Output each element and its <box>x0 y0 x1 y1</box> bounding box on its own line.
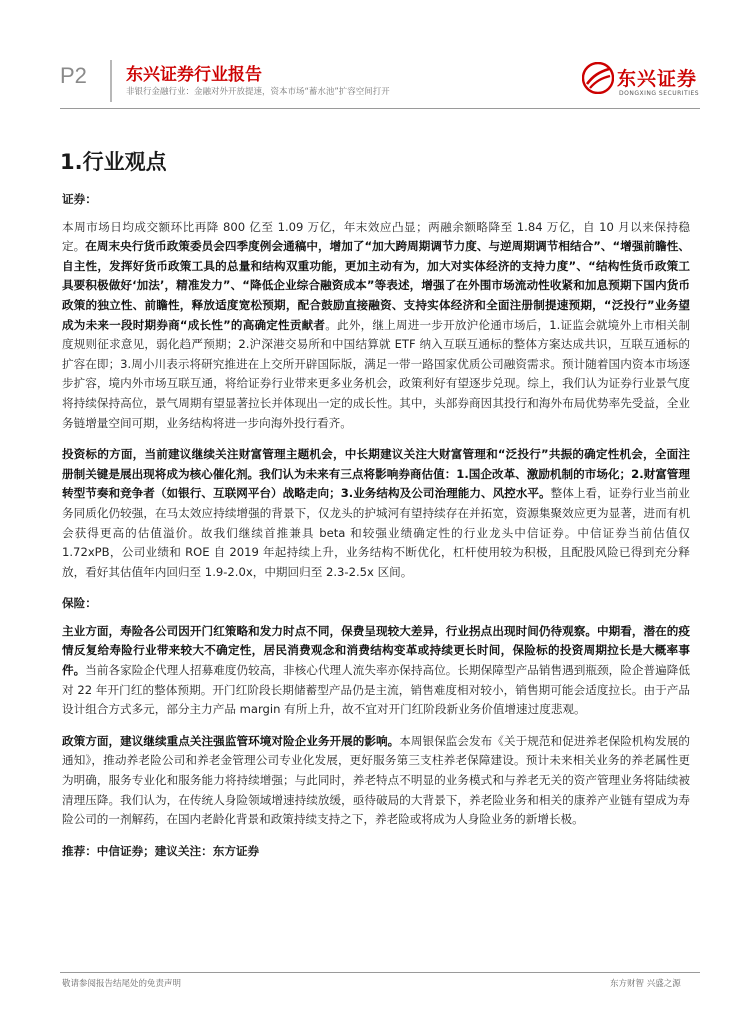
body-text: 。此外，继上周进一步开放沪伦通市场后，1.证监会就境外上市相关制度规则征求意见，弱化趋严预期；2.沪深港交易所和中国结算就 ETF 纳入互联互通标的整体方案达成共识，互联互通标的扩容在即；3.周小川表示将研究推进在上交所开辟国际版，满足一带一路国家优质公司融资需求。预计随着国内资本市场逐步扩容，境内外市场互联互通，将给证券行业带来更多业务机会，政策利好有望逐步兑现。综上，我们认为证券行业景气度将持续保持高位，景气周期有望显著拉长并体现出一定的成长性。其中，头部券商因其投行和海外布局优势率先受益，全业务链增量空间可期，业务结构将进一步向海外投行看齐。 <box>62 317 690 430</box>
bold-text: 在周末央行货币政策委员会四季度例会通稿中，增加了“加大跨周期调节力度、与逆周期调节相结合”、“增强前瞻性、自主性，发挥好货币政策工具的总量和结构双重功能，更加主动有为，加大对实体经济的支持力度”、“结构性货币政策工具要积极做好‘加法’，精准发力”、“降低企业综合融资成本”等表述，增强了在外围市场流动性收紧和加息预期下国内货币政策的独立性、前瞻性，释放适度宽松预期，配合鼓励直接融资、支持实体经济和全面注册制提速预期，“泛投行”业务望成为未来一段时期券商“成长性”的高确定性贡献者 <box>62 239 690 332</box>
body-paragraph <box>62 218 690 434</box>
report-title: 东兴证券行业报告 <box>126 65 262 85</box>
footer-slogan: 东方财智 兴盛之源 <box>610 979 681 989</box>
body-text: 本周市场日均成交额环比再降 800 亿至 1.09 万亿，年末效应凸显；两融余额略降至 1.84 万亿，自 10 月以来保持稳定。 <box>62 219 690 254</box>
report-body <box>62 190 690 869</box>
bold-text: 主业方面，寿险各公司因开门红策略和发力时点不同，保费呈现较大差异，行业拐点出现时间仍待观察。中期看，潜在的疫情反复给寿险行业带来较大不确定性，居民消费观念和消费结构变革或持续更长时间，保险标的投资周期拉长是大概率事件。 <box>62 623 690 678</box>
report-subtitle: 非银行金融行业：金融对外开放提速，资本市场“蓄水池”扩容空间打开 <box>126 87 390 97</box>
bold-text: 投资标的方面，当前建议继续关注财富管理主题机会，中长期建议关注大财富管理和“泛投行”共振的确定性机会，全面注册制关键是展出现将成为核心催化剂。我们认为未来有三点将影响券商估值：1.国企改革、激励机制的市场化；2.财富管理转型节奏和竞争者（如银行、互联网平台）战略走向；3.业务结构及公司治理能力、风控水平。 <box>62 447 690 501</box>
logo-text: 东兴证券 <box>617 68 698 90</box>
footer-rule <box>60 972 700 973</box>
body-text: 本周银保监会发布《关于规范和促进养老保险机构发展的通知》，推动养老险公司和养老金管理公司专业化发展，更好服务第三支柱养老保障建设。预计未来相关业务的养老属性更为明确，服务专业化和服务能力将持续增强；与此同时，养老特点不明显的业务模式和与养老无关的资产管理业务将陆续被清理压降。我们认为，在传统人身险领域增速持续放缓，亟待破局的大背景下，养老险业务和相关的康养产业链有望成为寿险公司的一剂解药，在国内老龄化背景和政策持续支持之下，养老险或将成为人身险业务的新增长极。 <box>62 733 690 827</box>
body-text: 整体上看，证券行业当前业务同质化仍较强，在马太效应持续增强的背景下，仅龙头的护城河有望持续存在并拓宽，资源集聚效应更为显著，进而有机会获得更高的估值溢价。故我们继续首推兼具 beta 和较强业绩确定性的行业龙头中信证券。中信证券当前估值仅 1.72xPB，公司业绩和 ROE 自 2019 年起持续上升，业务结构不断优化，杠杆使用较为积极，且配股风险已得到充分释放，看好其估值年内回归至 1.9-2.0x，中期回归至 2.3-2.5x 区间。 <box>62 486 690 579</box>
page-number: P2 <box>60 63 87 88</box>
company-logo <box>582 60 702 104</box>
section-title: 1.行业观点 <box>60 150 167 174</box>
body-paragraph <box>62 732 690 830</box>
section-label: 证券： <box>62 192 97 206</box>
logo-mark-icon <box>582 62 614 94</box>
body-paragraph <box>62 445 690 582</box>
body-text: 当前各家险企代理人招募难度仍较高，非核心代理人流失率亦保持高位。长期保障型产品销售遇到瓶颈，险企普遍降低对 22 年开门红的整体预期。开门红阶段长期储蓄型产品仍是主流，销售难度相对较小，销售期可能会适度拉长。由于产品设计组合方式多元，部分主力产品 margin 有所上升，故不宜对开门红阶段新业务价值增速过度悲观。 <box>62 663 690 717</box>
footer-disclaimer: 敬请参阅报告结尾处的免责声明 <box>62 979 182 989</box>
bold-text: 政策方面，建议继续重点关注强监管环境对险企业务开展的影响。 <box>62 733 400 748</box>
page-header <box>0 0 755 100</box>
section-label: 保险： <box>62 596 97 611</box>
section-label: 推荐：中信证券；建议关注：东方证券 <box>62 843 260 858</box>
header-divider <box>110 60 112 102</box>
header-rule <box>60 108 700 109</box>
body-paragraph <box>62 622 690 720</box>
logo-english-text: DONGXING SECURITIES <box>619 90 700 97</box>
